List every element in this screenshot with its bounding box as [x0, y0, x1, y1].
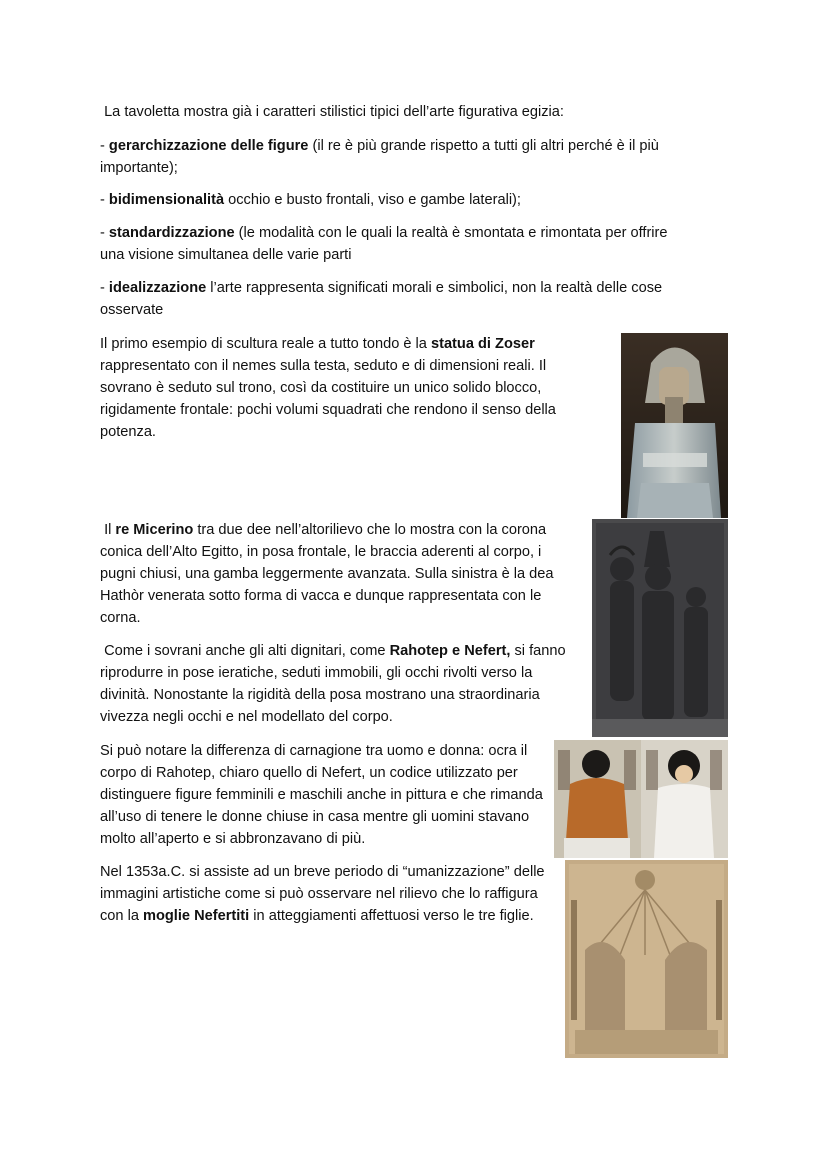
statue-zoser-photo [621, 333, 728, 518]
nefertiti-term: moglie Nefertiti [143, 908, 250, 924]
micerino-paragraph [100, 519, 580, 629]
zoser-text-post: rappresentato con il nemes sulla testa, seduto e di dimensioni reali. Il sovrano è seduto sul trono, così da costituire un unico solido blocco, rigidamente frontale: pochi volumi squadrati che rendono il senso della potenza. [100, 358, 556, 440]
bullet-term: idealizzazione [108, 280, 207, 296]
bullet-standardizzazione [100, 222, 690, 266]
nefertiti-text-pre: Nel 1353a.C. si assiste ad un breve periodo di “umanizzazione” delle immagini artistiche come si può osservare nel rilievo che lo raffigura con la [100, 864, 545, 924]
akhenaten-nefertiti-relief-photo [565, 860, 728, 1058]
bullet-dash: - [100, 192, 109, 208]
bullet-term: gerarchizzazione delle figure [108, 138, 309, 154]
zoser-paragraph [100, 333, 580, 443]
rahotep-term: Rahotep e Nefert, [389, 643, 511, 659]
micerino-term: re Micerino [115, 522, 194, 538]
intro-text: La tavoletta mostra già i caratteri stilistici tipici dell’arte figurativa egizia: [104, 104, 564, 120]
bullet-idealizzazione [100, 277, 690, 321]
bullet-text: l’arte rappresenta significati morali e simbolici, non la realtà delle cose osservate [100, 280, 663, 318]
bullet-text: (le modalità con le quali la realtà è smontata e rimontata per offrire una visione simultanea delle varie parti [100, 225, 668, 263]
bullet-gerarchizzazione [100, 135, 690, 179]
rahotep-paragraph [100, 640, 580, 728]
bullet-term: standardizzazione [108, 225, 235, 241]
carnagione-text: Si può notare la differenza di carnagione tra uomo e donna: ocra il corpo di Rahotep, chiaro quello di Nefert, un codice utilizzato per distinguere figure femminili e maschili anche in pittura e che rimanda all’uso di tenere le donne chiuse in casa mentre gli uomini stavano molto all’aperto e si abbronzavano di più. [100, 743, 543, 847]
bullet-dash: - [100, 138, 109, 154]
rahotep-nefert-photo [554, 740, 728, 858]
bullet-dash: - [100, 280, 109, 296]
bullet-text: occhio e busto frontali, viso e gambe laterali); [224, 192, 521, 208]
micerino-text-pre: Il [104, 522, 116, 538]
bullet-dash: - [100, 225, 109, 241]
bullet-text: (il re è più grande rispetto a tutti gli altri perché è il più importante); [100, 138, 659, 176]
bullet-term: bidimensionalità [108, 192, 225, 208]
nefertiti-paragraph [100, 861, 555, 927]
micerino-text-post: tra due dee nell’altorilievo che lo mostra con la corona conica dell’Alto Egitto, in posa frontale, le braccia aderenti al corpo, i pugni chiusi, una gamba leggermente avanzata. Sulla sinistra è la dea Hathòr venerata sotto forma di vacca e dunque rappresentata con le corna. [100, 522, 554, 626]
bullet-bidimensionalita [100, 189, 690, 211]
zoser-term: statua di Zoser [430, 336, 535, 352]
rahotep-text-post: si fanno riprodurre in pose ieratiche, seduti immobili, gli occhi rivolti verso la divinità. Nonostante la rigidità della posa mostrano una straordinaria vivezza negli occhi e nel modellato del corpo. [100, 643, 566, 725]
intro-paragraph [100, 101, 690, 123]
nefertiti-text-post: in atteggiamenti affettuosi verso le tre figlie. [249, 908, 534, 924]
micerino-triad-photo [592, 519, 728, 737]
carnagione-paragraph [100, 740, 555, 850]
rahotep-text-pre: Come i sovrani anche gli alti dignitari, come [104, 643, 390, 659]
zoser-text-pre: Il primo esempio di scultura reale a tutto tondo è la [100, 336, 431, 352]
